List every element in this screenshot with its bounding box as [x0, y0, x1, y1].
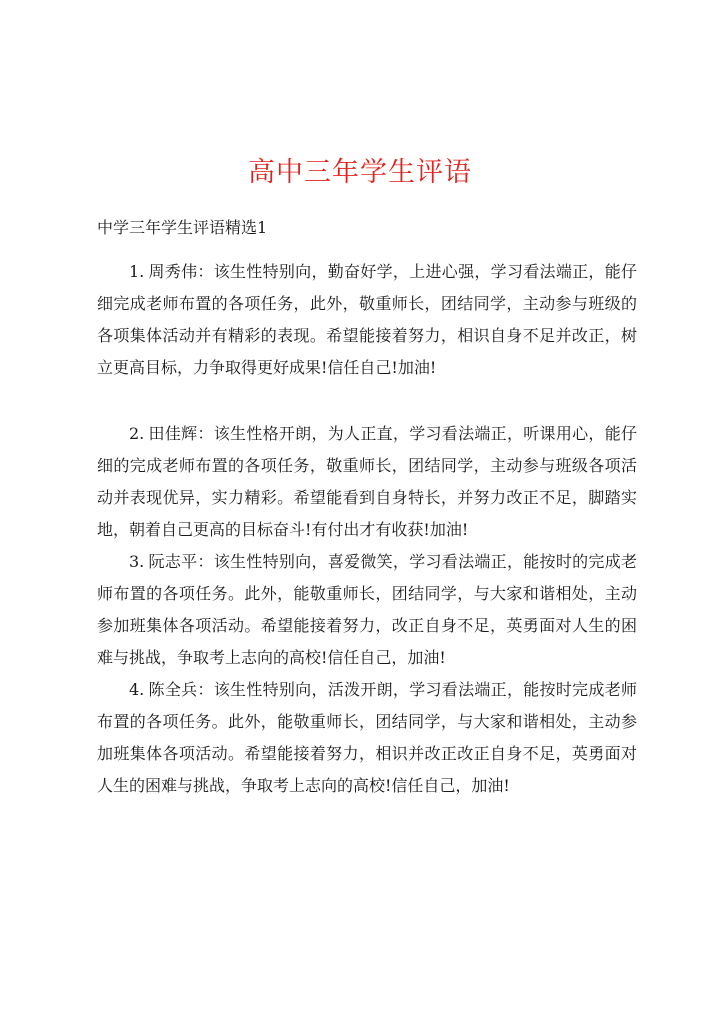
paragraph-number: 2.	[129, 424, 145, 443]
document-title: 高中三年学生评语	[248, 157, 472, 188]
paragraph-text: 周秀伟：该生性特别向，勤奋好学，上进心强，学习看法端正，能仔细完成老师布置的各项任务，此外，敬重师长，团结同学，主动参与班级的各项集体活动并有精彩的表现。希望能接着努力，相识自身不足并改正，树立更高目标，力争取得更好成果!信任自己!加油!	[97, 262, 637, 377]
comment-paragraph-3	[97, 546, 637, 674]
paragraph-number: 1.	[129, 262, 145, 281]
section-subtitle: 中学三年学生评语精选1	[97, 218, 268, 237]
comment-paragraph-2	[97, 418, 637, 546]
comment-paragraph-1	[97, 256, 637, 384]
comment-paragraph-4	[97, 674, 637, 802]
paragraph-text: 阮志平：该生性特别向，喜爱微笑，学习看法端正，能按时的完成老师布置的各项任务。此外，能敬重师长，团结同学，与大家和谐相处，主动参加班集体各项活动。希望能接着努力，改正自身不足，英勇面对人生的困难与挑战，争取考上志向的高校!信任自己，加油!	[97, 552, 637, 667]
paragraph-number: 4.	[129, 680, 145, 699]
document-body	[97, 218, 637, 802]
paragraph-text: 田佳辉：该生性格开朗，为人正直，学习看法端正，听课用心，能仔细的完成老师布置的各项任务，敬重师长，团结同学，主动参与班级各项活动并表现优异，实力精彩。希望能看到自身特长，并努力改正不足，脚踏实地，朝着自己更高的目标奋斗!有付出才有收获!加油!	[97, 424, 637, 539]
paragraph-text: 陈全兵：该生性特别向，活泼开朗，学习看法端正，能按时完成老师布置的各项任务。此外，能敬重师长，团结同学，与大家和谐相处，主动参加班集体各项活动。希望能接着努力，相识并改正改正自身不足，英勇面对人生的困难与挑战，争取考上志向的高校!信任自己，加油!	[97, 680, 637, 795]
paragraph-number: 3.	[129, 552, 145, 571]
